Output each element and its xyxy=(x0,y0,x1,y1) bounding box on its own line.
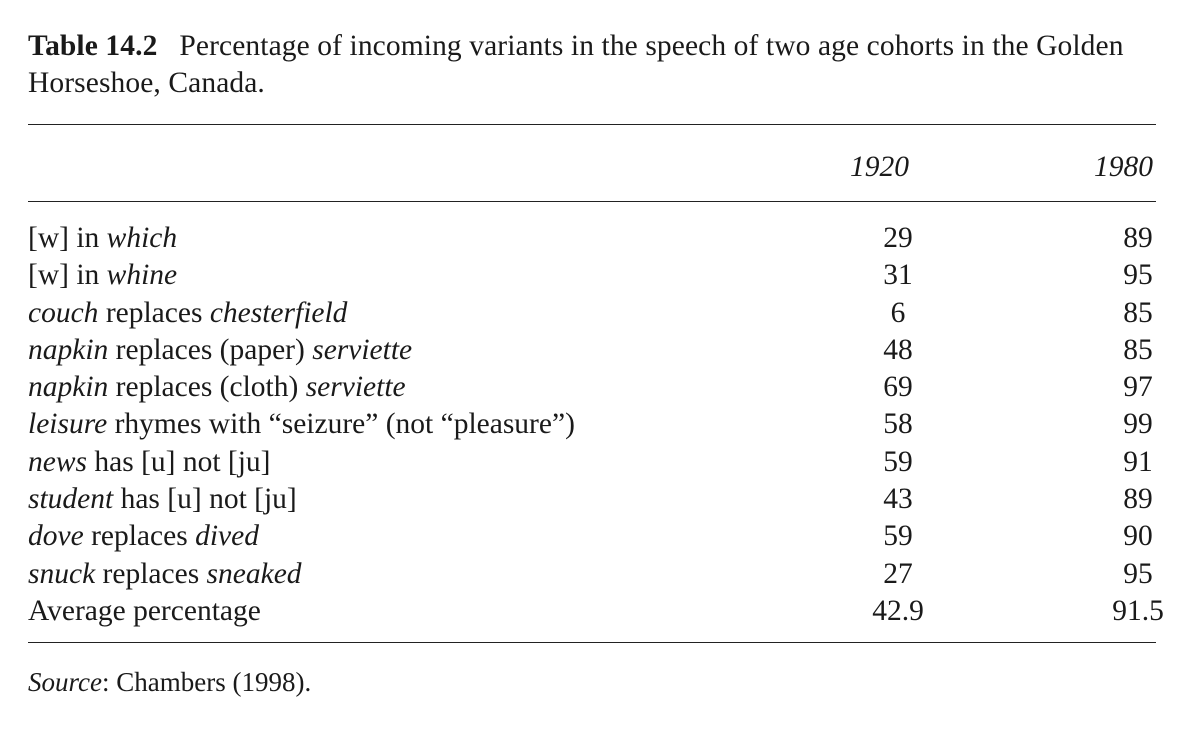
row-label xyxy=(28,593,261,630)
table-row xyxy=(28,369,1156,406)
table-row xyxy=(28,220,1156,257)
table-number: Table 14.2 xyxy=(28,30,158,62)
cell-1920: 29 xyxy=(883,222,913,254)
table-row xyxy=(28,518,1156,555)
source-text: : Chambers (1998). xyxy=(101,667,312,698)
cell-1980: 89 xyxy=(1123,483,1153,516)
row-label xyxy=(28,518,259,555)
row-label-part: [w] in xyxy=(28,259,107,292)
table-row xyxy=(28,444,1156,481)
row-label-italic-part: sneaked xyxy=(206,557,302,590)
cell-1980: 99 xyxy=(1123,408,1153,441)
row-label-italic-part: snuck xyxy=(28,557,96,590)
table-row xyxy=(28,332,1156,369)
row-label-italic-part: dived xyxy=(195,520,259,553)
cell-1980: 97 xyxy=(1123,371,1153,404)
row-label-italic-part: couch xyxy=(28,296,99,329)
row-label xyxy=(28,295,347,332)
row-label-part: replaces (cloth) xyxy=(108,371,306,404)
table-row xyxy=(28,593,1164,630)
row-label-part: has [u] not [ju] xyxy=(87,445,271,478)
row-label xyxy=(28,444,271,481)
table-row xyxy=(28,295,1156,332)
row-label xyxy=(28,481,297,518)
table-row xyxy=(28,556,1156,593)
row-label xyxy=(28,257,177,294)
row-label-italic-part: whine xyxy=(106,259,178,292)
row-label-italic-part: news xyxy=(28,445,87,478)
cell-1980: 91 xyxy=(1123,445,1153,478)
cell-1920: 58 xyxy=(883,408,913,441)
cell-1980: 91.5 xyxy=(1112,594,1164,627)
source-label: Source xyxy=(28,667,102,698)
row-label-part: has [u] not [ju] xyxy=(113,483,297,516)
cell-1920: 69 xyxy=(883,371,913,404)
column-header-row xyxy=(28,125,1156,201)
cell-1920: 27 xyxy=(883,557,913,590)
cell-1980: 85 xyxy=(1123,333,1153,366)
row-label-italic-part: which xyxy=(106,222,178,254)
cell-1980: 90 xyxy=(1123,520,1153,553)
column-header-1980: 1980 xyxy=(1094,151,1153,183)
table-row xyxy=(28,406,1156,443)
table-caption xyxy=(28,28,1156,102)
row-label xyxy=(28,369,406,406)
table-figure xyxy=(28,28,1164,699)
row-label-italic-part: student xyxy=(28,483,114,516)
cell-1980: 85 xyxy=(1123,296,1153,329)
cell-1920: 43 xyxy=(883,483,913,516)
row-label-italic-part: leisure xyxy=(28,408,108,441)
table-source xyxy=(28,665,1156,699)
row-label xyxy=(28,220,177,257)
cell-1980: 89 xyxy=(1123,222,1153,254)
cell-1920: 31 xyxy=(883,259,913,292)
table-row xyxy=(28,481,1156,518)
cell-1920: 59 xyxy=(883,520,913,553)
row-label-part: replaces xyxy=(83,520,196,553)
row-label-part: rhymes with “seizure” (not “pleasure”) xyxy=(107,408,575,441)
cell-1920: 59 xyxy=(883,445,913,478)
cell-1980: 95 xyxy=(1123,259,1153,292)
cell-1920: 48 xyxy=(883,333,913,366)
column-header-1920: 1920 xyxy=(850,151,909,183)
row-label xyxy=(28,406,575,443)
row-label-part: replaces xyxy=(98,296,210,329)
caption-text: Percentage of incoming variants in the speech of two age cohorts in the Golden Horseshoe, Canada. xyxy=(28,30,1124,99)
table-row xyxy=(28,257,1156,294)
row-label-italic-part: serviette xyxy=(305,371,406,404)
row-label xyxy=(28,556,302,593)
cell-1980: 95 xyxy=(1123,557,1153,590)
row-label-italic-part: serviette xyxy=(312,333,413,366)
cell-1920: 42.9 xyxy=(872,594,924,627)
row-label xyxy=(28,332,412,369)
row-label-part: Average percentage xyxy=(28,594,261,627)
row-label-italic-part: napkin xyxy=(28,371,109,404)
row-label-italic-part: chesterfield xyxy=(209,296,348,329)
row-label-part: replaces xyxy=(95,557,207,590)
bottom-rule xyxy=(28,642,1156,643)
row-label-part: [w] in xyxy=(28,222,107,254)
row-label-italic-part: napkin xyxy=(28,333,109,366)
cell-1920: 6 xyxy=(890,296,906,329)
table-body xyxy=(28,202,1164,642)
row-label-italic-part: dove xyxy=(28,520,84,553)
row-label-part: replaces (paper) xyxy=(108,333,313,366)
